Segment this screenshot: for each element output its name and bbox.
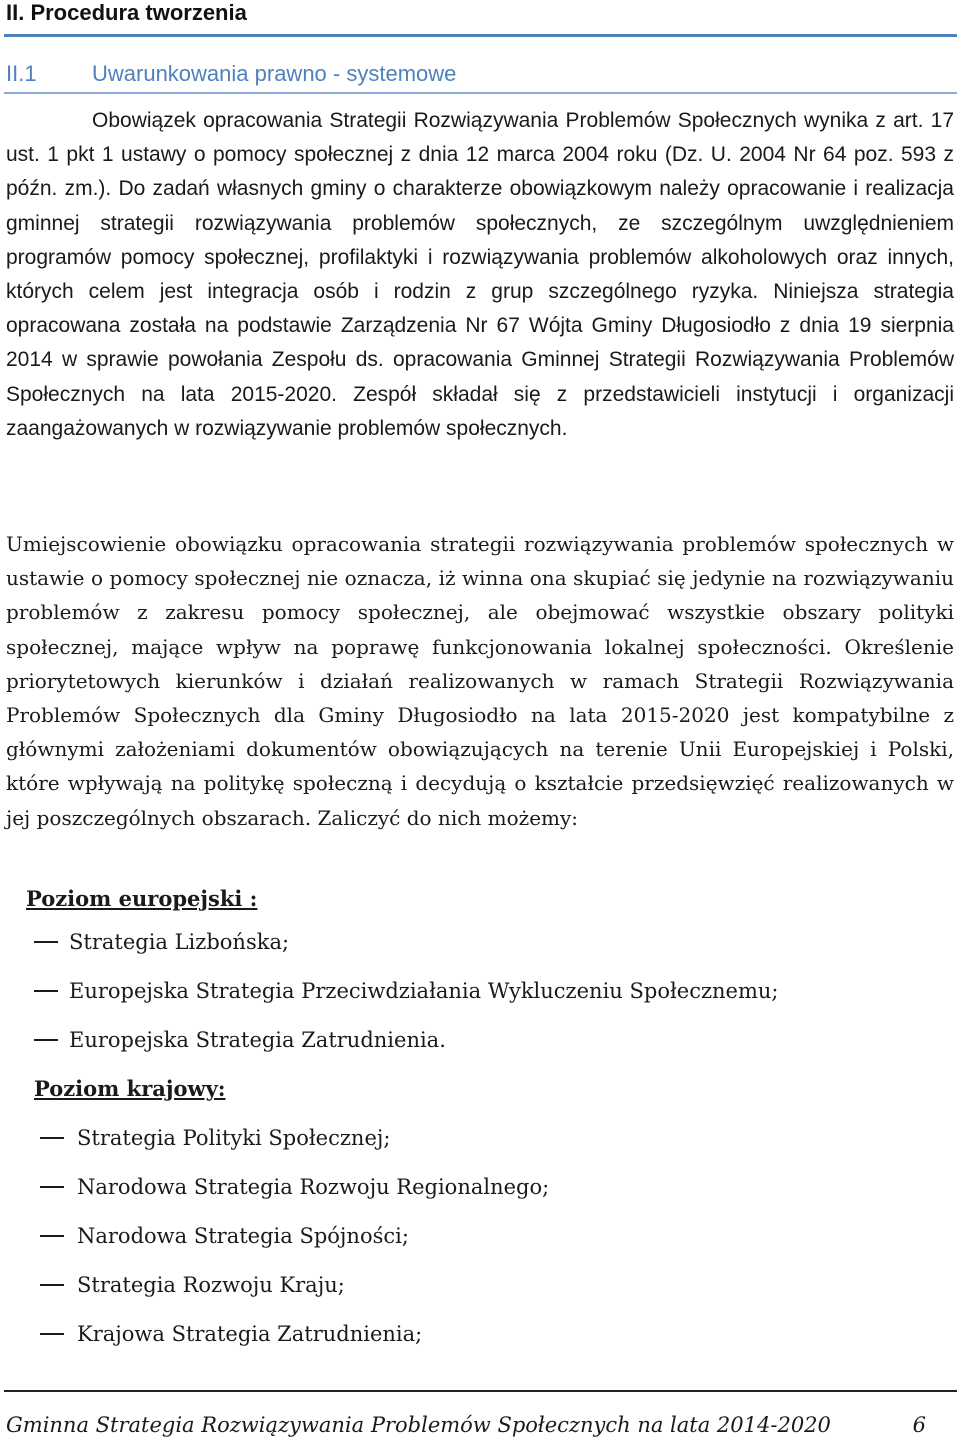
dash-bullet-icon [34,990,58,992]
page-footer [6,1410,926,1440]
paragraph-scope: Umiejscowienie obowiązku opracowania strategii rozwiązywania problemów społecznych w ustawie o pomocy społecznej nie oznacza, iż winna ona skupiać się jedynie na rozwiązywaniu problemów z zakresu pomocy społecznej, ale obejmować wszystkie obszary polityki społecznej, mające wpływ na poprawę funkcjonowania lokalnej społeczności. Określenie priorytetowych kierunków i działań realizowanych w ramach Strategii Rozwiązywania Problemów Społecznych dla Gminy Długosiodło na lata 2015-2020 jest kompatybilne z głównymi założeniami dokumentów obowiązujących na terenie Unii Europejskiej i Polski, które wpływają na politykę społeczną i decydują o kształcie przedsięwzięć realizowanych w jej poszczególnych obszarach. Zaliczyć do nich możemy: [6,532,954,830]
footer-document-title: Gminna Strategia Rozwiązywania Problemów Społecznych na lata 2014-2020 [6,1413,831,1437]
section-number: II.1 [6,61,37,86]
chapter-divider [4,34,957,37]
footer-divider [4,1390,957,1392]
dash-bullet-icon [34,941,58,943]
section-divider [4,92,957,94]
section-title: Uwarunkowania prawno - systemowe [92,61,457,86]
section-heading [6,60,956,88]
dash-bullet-icon [40,1333,64,1335]
dash-bullet-icon [34,1039,58,1041]
page-number: 6 [912,1413,926,1437]
dash-bullet-icon [40,1284,64,1286]
dash-bullet-icon [40,1137,64,1139]
paragraph-legal-basis: Obowiązek opracowania Strategii Rozwiązywania Problemów Społecznych wynika z art. 17 ust. 1 pkt 1 ustawy o pomocy społecznej z dnia 12 marca 2004 roku (Dz. U. 2004 Nr 64 poz. 593 z późn. zm.). Do zadań własnych gminy o charakterze obowiązkowym należy opracowanie i realizacja gminnej strategii rozwiązywania problemów społecznych, ze szczególnym uwzględnieniem programów pomocy społecznej, profilaktyki i rozwiązywania problemów alkoholowych oraz innych, których celem jest integracja osób i rodzin z grup szczególnego ryzyka. Niniejsza strategia opracowana została na podstawie Zarządzenia Nr 67 Wójta Gminy Długosiodło z dnia 19 sierpnia 2014 w sprawie powołania Zespołu ds. opracowania Gminnej Strategii Rozwiązywania Problemów Społecznych na lata 2015-2020. Zespół składał się z przedstawicieli instytucji i organizacji zaangażowanych w rozwiązywanie problemów społecznych. [6,109,954,440]
chapter-title: II. Procedura tworzenia [6,0,247,25]
dash-bullet-icon [40,1235,64,1237]
level-national-title: Poziom krajowy: [34,1076,226,1101]
dash-bullet-icon [40,1186,64,1188]
level-european-title: Poziom europejski : [26,886,258,911]
